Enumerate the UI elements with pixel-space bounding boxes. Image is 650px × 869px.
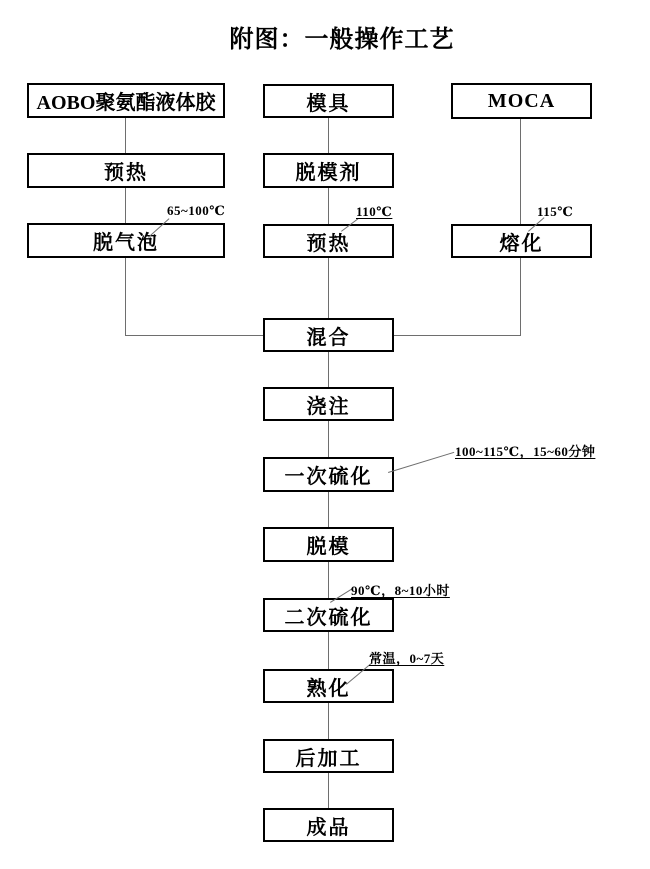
- flow-node-post-processing: 后加工: [263, 739, 394, 773]
- connector-line: [328, 188, 329, 224]
- connector-line: [328, 632, 329, 669]
- annotation-first-vulcanization-condition: 100~115℃，15~60分钟: [455, 444, 596, 459]
- flow-node-pour: 浇注: [263, 387, 394, 421]
- annotation-degas-temp: 65~100℃: [167, 203, 226, 218]
- flow-node-preheat-1: 预热: [27, 153, 225, 188]
- flow-node-preheat-2: 预热: [263, 224, 394, 258]
- connector-line: [328, 352, 329, 387]
- connector-line: [328, 773, 329, 808]
- annotation-melt-temp: 115℃: [537, 204, 574, 219]
- annotation-preheat2-temp: 110℃: [356, 204, 393, 219]
- flow-node-mold: 模具: [263, 84, 394, 118]
- connector-line: [328, 118, 329, 153]
- connector-line: [328, 258, 329, 318]
- connector-line: [125, 188, 126, 223]
- connector-line: [328, 703, 329, 739]
- connector-line: [125, 118, 126, 153]
- connector-line: [328, 492, 329, 527]
- flow-node-aging: 熟化: [263, 669, 394, 703]
- connector-line: [394, 335, 521, 336]
- connector-line: [520, 119, 521, 224]
- flow-node-mix: 混合: [263, 318, 394, 352]
- flow-node-degas: 脱气泡: [27, 223, 225, 258]
- connector-line: [328, 421, 329, 457]
- flow-node-moca: MOCA: [451, 83, 592, 119]
- connector-line: [520, 258, 521, 336]
- connector-line: [125, 258, 126, 336]
- annotation-aging-condition: 常温，0~7天: [369, 651, 445, 666]
- annotation-second-vulcanization-condition: 90℃，8~10小时: [351, 583, 450, 598]
- flow-node-melt: 熔化: [451, 224, 592, 258]
- flow-node-release-agent: 脱模剂: [263, 153, 394, 188]
- diagram-title: 附图：一般操作工艺: [229, 27, 455, 53]
- flow-node-aobo-liquid: AOBO聚氨酯液体胶: [27, 83, 225, 118]
- annotation-leader-line: [388, 452, 454, 473]
- flow-node-demold: 脱模: [263, 527, 394, 562]
- connector-line: [125, 335, 263, 336]
- flow-node-first-vulcanization: 一次硫化: [263, 457, 394, 492]
- flow-node-finished-product: 成品: [263, 808, 394, 842]
- connector-line: [328, 562, 329, 598]
- flow-node-second-vulcanization: 二次硫化: [263, 598, 394, 632]
